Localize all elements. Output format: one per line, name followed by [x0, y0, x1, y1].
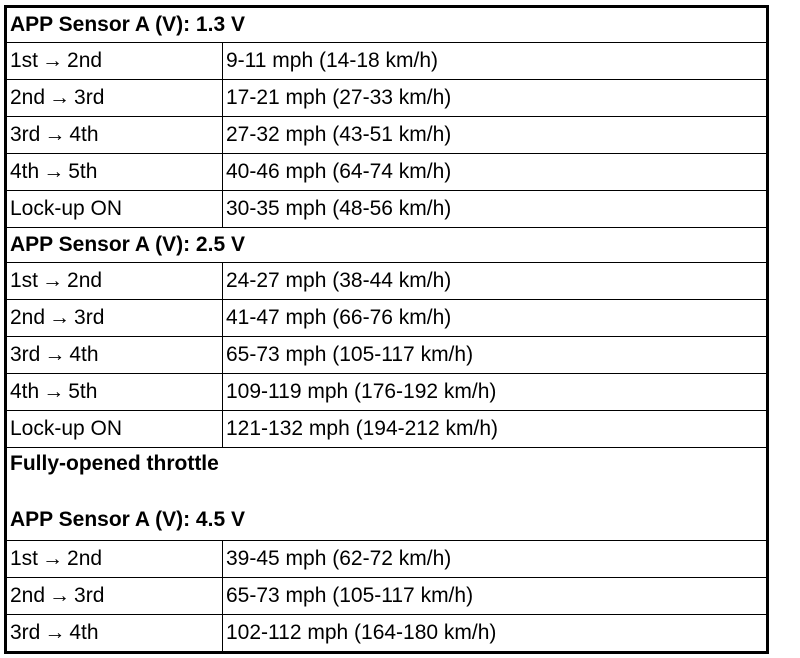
- speed-cell: 9-11 mph (14-18 km/h): [223, 43, 768, 80]
- speed-cell: 41-47 mph (66-76 km/h): [223, 300, 768, 337]
- shift-from: 2nd: [10, 86, 46, 109]
- table-row: [6, 191, 768, 228]
- shift-cell: [6, 117, 223, 154]
- shift-to: 5th: [68, 380, 98, 403]
- arrow-right-icon: →: [44, 621, 66, 644]
- shift-to: 5th: [68, 160, 98, 183]
- shift-cell: [6, 300, 223, 337]
- table-body: [6, 7, 768, 653]
- table-row: [6, 80, 768, 117]
- table-row: [6, 615, 768, 653]
- speed-cell: 109-119 mph (176-192 km/h): [223, 374, 768, 411]
- speed-cell: 65-73 mph (105-117 km/h): [223, 337, 768, 374]
- table-row: [6, 411, 768, 448]
- arrow-right-icon: →: [49, 584, 71, 607]
- arrow-right-icon: →: [42, 269, 64, 292]
- speed-cell: 17-21 mph (27-33 km/h): [223, 80, 768, 117]
- shift-from: 1st: [10, 269, 39, 292]
- shift-to: 4th: [69, 621, 99, 644]
- shift-from: 2nd: [10, 306, 46, 329]
- arrow-right-icon: →: [49, 306, 71, 329]
- table-row: [6, 117, 768, 154]
- shift-cell: [6, 615, 223, 653]
- shift-cell: [6, 43, 223, 80]
- arrow-right-icon: →: [44, 343, 66, 366]
- speed-cell: 39-45 mph (62-72 km/h): [223, 541, 768, 578]
- section-header-row: [6, 448, 768, 541]
- arrow-right-icon: →: [43, 160, 65, 183]
- shift-from: 4th: [10, 380, 40, 403]
- arrow-right-icon: →: [49, 86, 71, 109]
- table-row: [6, 154, 768, 191]
- shift-to: 2nd: [67, 547, 103, 570]
- shift-cell: Lock-up ON: [6, 411, 223, 448]
- shift-from: 3rd: [10, 621, 41, 644]
- table-row: [6, 43, 768, 80]
- speed-cell: 24-27 mph (38-44 km/h): [223, 263, 768, 300]
- speed-cell: 40-46 mph (64-74 km/h): [223, 154, 768, 191]
- section-heading: APP Sensor A (V): 2.5 V: [6, 228, 768, 263]
- arrow-right-icon: →: [42, 49, 64, 72]
- speed-cell: 102-112 mph (164-180 km/h): [223, 615, 768, 653]
- shift-to: 3rd: [74, 306, 105, 329]
- shift-from: 1st: [10, 49, 39, 72]
- shift-from: 3rd: [10, 343, 41, 366]
- spacer: [10, 476, 766, 508]
- section-heading: APP Sensor A (V): 4.5 V: [10, 508, 245, 531]
- shift-cell: [6, 80, 223, 117]
- speed-cell: 30-35 mph (48-56 km/h): [223, 191, 768, 228]
- shift-cell: Lock-up ON: [6, 191, 223, 228]
- shift-speed-table: [4, 5, 769, 654]
- section-heading-block: [6, 448, 768, 541]
- shift-cell: [6, 578, 223, 615]
- arrow-right-icon: →: [43, 380, 65, 403]
- shift-to: 2nd: [67, 269, 103, 292]
- table-row: [6, 374, 768, 411]
- section-header-row: [6, 7, 768, 43]
- section-heading: APP Sensor A (V): 1.3 V: [6, 7, 768, 43]
- shift-to: 3rd: [74, 86, 105, 109]
- section-preheading: Fully-opened throttle: [10, 452, 219, 475]
- shift-to: 3rd: [74, 584, 105, 607]
- shift-cell: [6, 263, 223, 300]
- shift-from: 2nd: [10, 584, 46, 607]
- shift-cell: [6, 374, 223, 411]
- table-row: [6, 300, 768, 337]
- shift-cell: [6, 541, 223, 578]
- speed-cell: 65-73 mph (105-117 km/h): [223, 578, 768, 615]
- speed-cell: 27-32 mph (43-51 km/h): [223, 117, 768, 154]
- shift-from: 1st: [10, 547, 39, 570]
- shift-cell: [6, 337, 223, 374]
- shift-from: 3rd: [10, 123, 41, 146]
- table-row: [6, 337, 768, 374]
- table-row: [6, 578, 768, 615]
- shift-from: 4th: [10, 160, 40, 183]
- section-header-row: [6, 228, 768, 263]
- shift-cell: [6, 154, 223, 191]
- speed-cell: 121-132 mph (194-212 km/h): [223, 411, 768, 448]
- shift-to: 2nd: [67, 49, 103, 72]
- shift-to: 4th: [69, 343, 99, 366]
- table-row: [6, 263, 768, 300]
- arrow-right-icon: →: [42, 547, 64, 570]
- arrow-right-icon: →: [44, 123, 66, 146]
- table-row: [6, 541, 768, 578]
- shift-to: 4th: [69, 123, 99, 146]
